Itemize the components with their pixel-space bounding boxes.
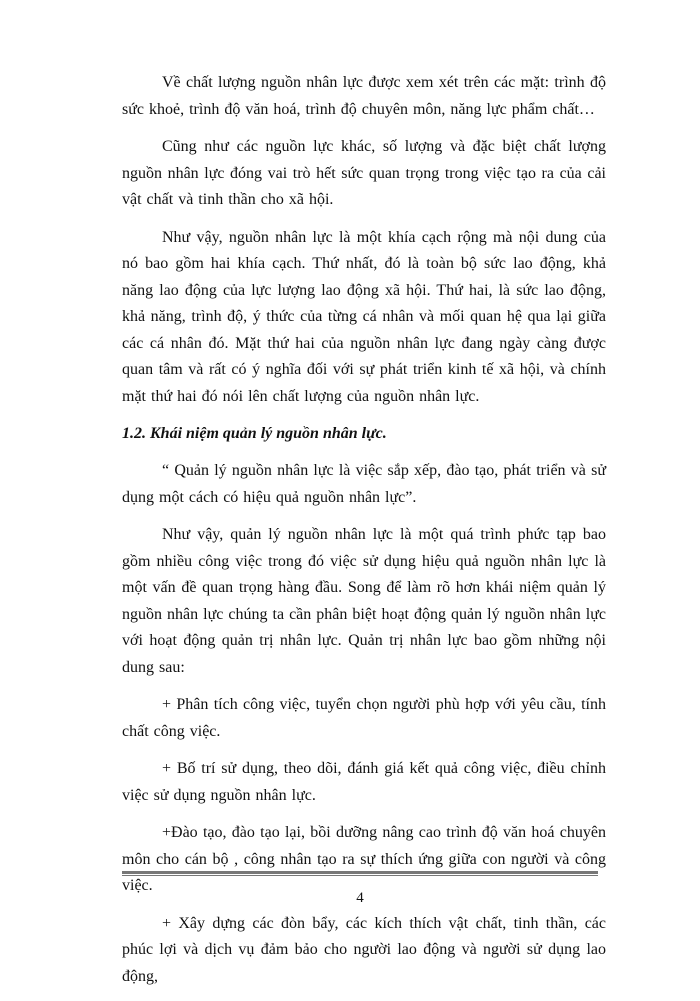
list-item-incentives: + Xây dựng các đòn bẩy, các kích thích vật chất, tinh thần, các phúc lợi và dịch vụ đảm bảo cho người lao động và người sử dụng lao động,: [122, 914, 606, 985]
list-item-training: +Đào tạo, đào tạo lại, bồi dưỡng nâng cao trình độ văn hoá chuyên môn cho cán bộ , công nhân tạo ra sự thích ứng giữa con người và công việc.: [122, 824, 606, 894]
paragraph-management-process: Như vậy, quản lý nguồn nhân lực là một quá trình phức tạp bao gồm nhiều công việc trong đó việc sử dụng hiệu quả nguồn nhân lực là một vấn đề quan trọng hàng đầu. Song để làm rõ hơn khái niệm quản lý nguồn nhân lực chúng ta cần phân biệt hoạt động quản lý nguồn nhân lực với hoạt động quản trị nhân lực. Quản trị nhân lực bao gồm những nội dung sau:: [122, 526, 606, 676]
list-item-job-analysis: + Phân tích công việc, tuyển chọn người phù hợp với yêu cầu, tính chất công việc.: [122, 696, 606, 740]
paragraph-definition-quote: “ Quản lý nguồn nhân lực là việc sắp xếp, đào tạo, phát triển và sử dụng một cách có hiệu quả nguồn nhân lực”.: [122, 462, 606, 506]
footer-divider: [122, 871, 598, 876]
paragraph-two-aspects: Như vậy, nguồn nhân lực là một khía cạch rộng mà nội dung của nó bao gồm hai khía cạch. Thứ nhất, đó là toàn bộ sức lao động, khả năng lao động của lực lượng lao động xã hội. Thứ hai, là sức lao động, khả năng, trình độ, ý thức của từng cá nhân và mối quan hệ qua lại giữa các cá nhân đó. Mặt thứ hai của nguồn nhân lực đang ngày càng được quan tâm và rất có ý nghĩa đối với sự phát triển kinh tế xã hội, và chính mặt thứ hai đó nói lên chất lượng của nguồn nhân lực.: [122, 228, 606, 405]
document-page: [122, 70, 606, 1001]
paragraph-quality-aspects: Về chất lượng nguồn nhân lực được xem xét trên các mặt: trình độ sức khoẻ, trình độ văn hoá, trình độ chuyên môn, năng lực phẩm chất…: [122, 74, 606, 118]
list-item-arrangement: + Bố trí sử dụng, theo dõi, đánh giá kết quả công việc, điều chỉnh việc sử dụng nguồn nhân lực.: [122, 760, 606, 804]
section-heading: 1.2. Khái niệm quản lý nguồn nhân lực.: [122, 425, 387, 442]
page-number: 4: [356, 890, 364, 906]
paragraph-role-of-human-resources: Cũng như các nguồn lực khác, số lượng và đặc biệt chất lượng nguồn nhân lực đóng vai trò hết sức quan trọng trong việc tạo ra của cải vật chất và tinh thần cho xã hội.: [122, 138, 606, 208]
